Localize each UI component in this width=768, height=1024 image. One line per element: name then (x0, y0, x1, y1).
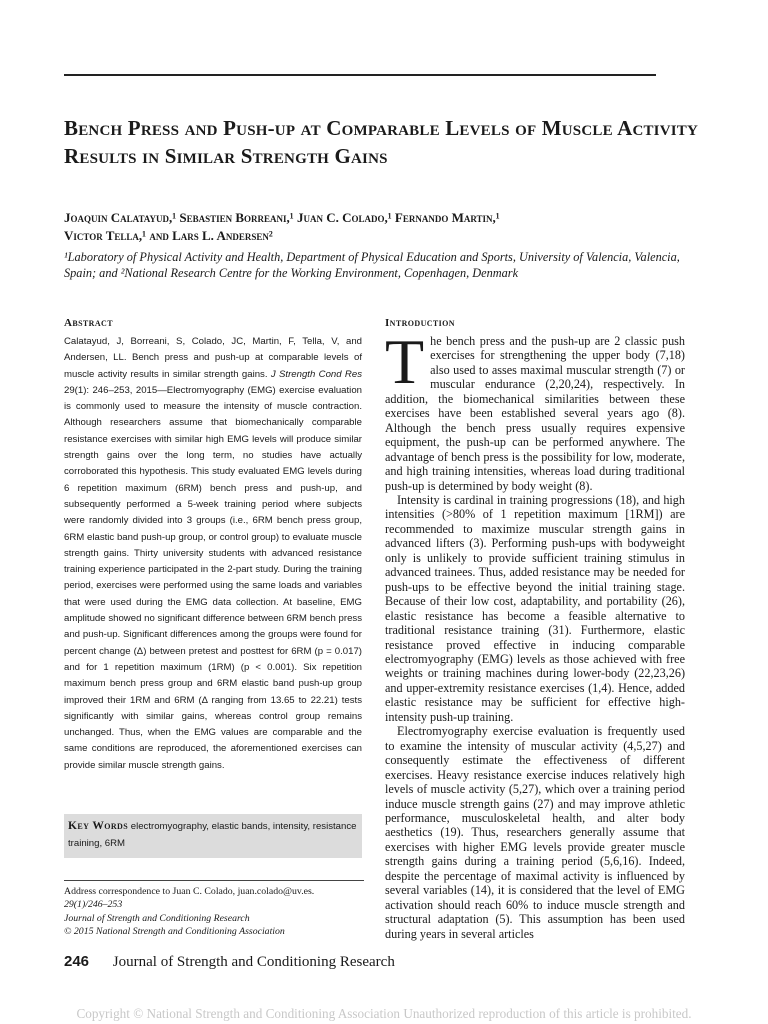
intro-paragraph-1-text: he bench press and the push-up are 2 classic push exercises for strengthening the upper body (7,18) also used to asses maximal muscular strength (7) or muscular endurance (2,20,24), respectively. In addition, the biomechanical similarities between these exercises have been established several years ago (8). Although the bench press usually requires expensive equipment, the push-up can be performed anywhere. The advantage of bench press is the possibility for low, moderate, and high training intensities, whereas load during traditional push-up is determined by body weight (8). (385, 334, 685, 493)
intro-paragraph-2: Intensity is cardinal in training progressions (18), and high intensities (>80% of 1 repetition maximum [1RM]) are recommended to maximize muscular strength gains in advanced lifters (3). Performing push-ups with bodyweight only is unlikely to provide sufficient training stimulus in advanced trainees. Thus, added resistance may be needed for push-ups to be effective beyond the initial training stage. Because of their low cost, adaptability, and portability (26), elastic resistance has become a feasible alternative to traditional resistance training (31). Furthermore, elastic resistance proved effective in inducing comparable electromyography (EMG) levels as those achieved with free weights or training machines during lower-body (22,23,26) and upper-extremity resistance exercises (1,4). Hence, added elastic resistance may be sufficient for effective high-intensity push-up training. (385, 492, 685, 724)
address-block (64, 885, 364, 938)
intro-paragraph-1 (385, 326, 685, 493)
keywords-text: electromyography, elastic bands, intensity, resistance training, 6RM (68, 821, 357, 849)
intro-paragraph-3: Electromyography exercise evaluation is frequently used to examine the intensity of muscular activity (4,5,27) and consequently estimate the effectiveness of different exercises. Heavy resistance exercise induces relatively high levels of muscle activity (5,27), which over a training period induce muscle strength gains (27) and may improve athletic performance, musculoskeletal health, and alter body aesthetics (19). Thus, researchers generally assume that exercises with higher EMG levels provide greater muscle strength gains during a training period (5,6,16). Indeed, despite the percentage of maximal activity is influenced by several variables (14), it is considered that the level of EMG activation should reach 60% to induce muscle strength and structural adaptation (5). This assumption has been used during years in several articles (385, 724, 685, 941)
author-list (64, 209, 684, 245)
volume-line: 29(1)/246–253 (64, 899, 123, 911)
footer-journal: Journal of Strength and Conditioning Research (112, 954, 395, 970)
keywords-label: Key Words (68, 820, 129, 832)
abstract-body (64, 334, 362, 774)
abstract-journal: J Strength Cond Res (270, 368, 362, 380)
page-footer (64, 953, 395, 971)
article-title: Bench Press and Push-up at Comparable Levels of Muscle Activity Results in Similar Strength Gains (64, 116, 699, 168)
page-number: 246 (64, 953, 90, 970)
address-rule (64, 880, 364, 881)
journal-line: Journal of Strength and Conditioning Research (64, 912, 250, 924)
author-line-1: Joaquin Calatayud,¹ Sebastien Borreani,¹ Juan C. Colado,¹ Fernando Martin,¹ (64, 210, 500, 225)
abstract-text-2: 29(1): 246–253, 2015—Electromyography (EMG) exercise evaluation is commonly used to measure the intensity of muscle contraction. Although researchers assume that biomechanically comparable resistance exercises with similar high EMG levels will produce similar strength gains over the long term, no studies have actually corroborated this hypothesis. This study evaluated EMG levels during 6 repetition maximum (6RM) bench press and push-up, and subsequently performed a 5-week training period where subjects were randomly divided into 3 groups (i.e., 6RM bench press group, 6RM elastic band push-up group, or control group) to evaluate muscle strength gains. Thirty university students with advanced resistance training experience participated in the 2-part study. During the training period, exercises were performed using the same loads and variables that were used during the EMG data collection. At baseline, EMG amplitude showed no significant difference between 6RM bench press and push-up. Significant differences among the groups were found for percent change (Δ) between pretest and posttest for 6RM (p = 0.017) and for 1 repetition maximum (1RM) (p < 0.001). Six repetition maximum bench press group and 6RM elastic band push-up group improved their 1RM and 6RM (Δ ranging from 13.65 to 22.21) tests significantly with similar gains, whereas control group remains unchanged. Thus, when the EMG values are comparable and the same conditions are reproduced, the aforementioned exercises can provide similar muscle strength gains. (64, 384, 362, 771)
abstract-text-1: Calatayud, J, Borreani, S, Colado, JC, Martin, F, Tella, V, and Andersen, LL. Bench press and push-up at comparable levels of muscle activity results in similar strength gains. (64, 336, 362, 380)
introduction-body (385, 326, 685, 941)
top-rule (64, 74, 656, 76)
affiliations: ¹Laboratory of Physical Activity and Health, Department of Physical Education and Sports, University of Valencia, Valencia, Spain; and ²National Research Centre for the Working Environment, Copenhagen, Denmark (64, 250, 680, 280)
keywords-box (64, 814, 362, 858)
introduction-heading: Introduction (385, 317, 455, 329)
drop-cap: T (385, 326, 425, 397)
copyright-notice: Copyright © National Strength and Conditioning Association Unauthorized reproduction of this article is prohibited. (76, 1006, 692, 1021)
correspondence-line: Address correspondence to Juan C. Colado, juan.colado@uv.es. (64, 886, 315, 897)
author-line-2: Victor Tella,¹ and Lars L. Andersen² (64, 228, 273, 243)
association-copyright: © 2015 National Strength and Conditioning Association (64, 925, 285, 937)
abstract-heading: Abstract (64, 317, 113, 329)
